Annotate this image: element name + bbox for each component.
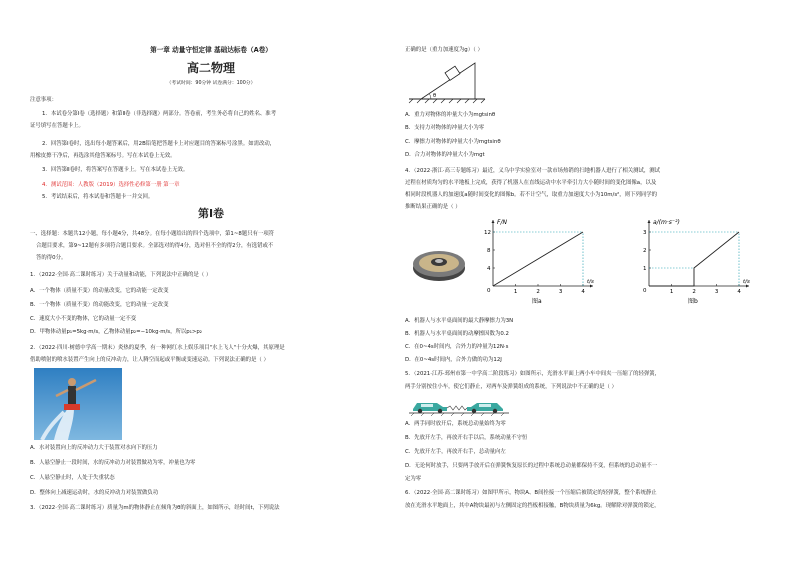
y-axis-label: F/N <box>497 219 507 226</box>
q2-option-b: B．人悬空静止一段时间，水的反冲动力对装置做功为零，冲量也为零 <box>30 460 196 466</box>
incline-figure <box>407 57 487 105</box>
chart-a <box>475 216 600 312</box>
note-line-scope <box>42 182 179 189</box>
q1-option-b: B．一个物体（质量不变）的动能改变，它的动量一定改变 <box>30 302 169 308</box>
q4-stem: 推断结果正确的是（ ） <box>405 204 461 210</box>
q3-option-b: B．支持力对物体的冲量大小为零 <box>405 125 485 131</box>
series-line <box>493 232 583 286</box>
angle-label: θ <box>433 93 437 99</box>
q3-option-a: A．重力对物体的冲量大小为mgtsinθ <box>405 112 496 118</box>
q4-option-c: C．在0~4s时间内，合外力的冲量为12N·s <box>405 344 509 350</box>
q4-option-b: B．机器人与水平桌面间的动摩擦因数为0.2 <box>405 331 509 337</box>
q4-stem: 相同时段机器人的加速度a随时间变化的图像b。若不计空气，取重力加速度大小为10m/s²，则下列同学的 <box>405 192 658 198</box>
flyboard-photo <box>34 368 122 440</box>
q4-option-d: D．在0~4s时间内，合外力做的功为12J <box>405 357 502 363</box>
note-line: 1．本试卷分第Ⅰ卷（选择题）和第Ⅱ卷（非选择题）两部分。答卷前，考生务必将自己的姓名、准考 <box>42 111 277 117</box>
note-line: 2．回答第Ⅰ卷时，选出每小题答案后，用2B铅笔把答题卡上对应题目的答案标号涂黑。如需改动， <box>42 141 276 147</box>
q1-option-c: C．速度大小不变的物体，它的动量一定不变 <box>30 316 137 322</box>
x-tick-label: 2 <box>536 289 540 295</box>
q3-stem: 3．（2022·全国·高二课时练习）质量为m的物体静止在倾角为θ的斜面上，如图所示，经时间t，下列说法 <box>30 505 280 511</box>
q1-stem: 1．（2022·全国·高二课时练习）关于动量和动能，下列说法中正确的是（ ） <box>30 272 212 278</box>
q5-option-c: C．先放开左手，再放开右手，总动量向左 <box>405 449 506 455</box>
instruction-line: 一、选择题：本题共12小题，每小题4分，共48分。在每小题给出的四个选项中，第1~8题只有一项符 <box>30 231 275 237</box>
y-tick-label: 12 <box>484 230 491 236</box>
scope-label: 4．测试范围： <box>42 182 78 188</box>
y-tick-label: 1 <box>643 266 647 272</box>
x-tick-label: 4 <box>737 289 741 295</box>
q2-stem: 2．（2022·四川·树德中学高一期末）炎热的夏季，有一种网红水上娱乐项目"水上飞人"十分火爆，其原理是 <box>30 345 285 351</box>
origin-label: 0 <box>643 288 647 294</box>
q6-stem: 6．（2022·全国·高二课时练习）如图甲所示，物块A、B间拴接一个压缩后被锁定的轻弹簧，整个系统静止 <box>405 490 657 496</box>
q4-option-a: A．机器人与水平桌面间的最大静摩擦力为3N <box>405 318 514 324</box>
instruction-line: 答的得0分。 <box>36 255 67 261</box>
scope-value: 人教版（2019）选择性必修第一册 第一章 <box>77 182 180 188</box>
q2-option-d: D．整体向上减速运动时，水的反冲动力对装置做负功 <box>30 490 159 496</box>
y-axis-arrow <box>492 220 495 223</box>
q4-stem: 4．（2022·浙江·高三专题练习）最近，义乌中学实验室对一款市场热销的扫地机器人进行了相关测试，测试 <box>405 168 661 174</box>
q2-option-c: C．人悬空静止时，人处于失重状态 <box>30 475 115 481</box>
two-cars-figure <box>409 394 509 416</box>
q5-stem: 两手分别按住小车，使它们静止，对两车及弹簧组成的系统，下列说法中不正确的是（ ） <box>405 384 617 390</box>
q3-stem-continued: 正确的是（重力加速度为g）（ ） <box>405 47 483 53</box>
chart-b <box>627 216 762 312</box>
section-title: 第Ⅰ卷 <box>197 207 225 220</box>
chart-caption: 图a <box>532 298 542 305</box>
x-tick-label: 1 <box>513 289 518 295</box>
note-line: 证号填写在答题卡上。 <box>30 123 84 129</box>
y-tick-label: 2 <box>643 248 647 254</box>
q3-option-c: C．摩擦力对物体的冲量大小为mgtsinθ <box>405 139 501 145</box>
y-axis-label: a/(m·s⁻²) <box>653 219 680 226</box>
q5-option-a: A．两手同时放开后，系统总动量始终为零 <box>405 421 506 427</box>
x-tick-label: 3 <box>558 289 563 295</box>
notes-title: 注意事项： <box>30 97 57 103</box>
note-line: 3．回答第Ⅱ卷时，将答案写在答题卡上。写在本试卷上无效。 <box>42 167 189 173</box>
q4-stem: 过程在材质均匀的水平地板上完成，获得了机器人在直线运动中水平牵引力大小随时间的变化图像a，以及 <box>405 180 657 186</box>
q5-stem: 5．（2021·江苏·邳州市第一中学高二阶段练习）如图所示，光滑水平面上两小车中间夹一压缩了的轻弹簧， <box>405 371 661 377</box>
instruction-line: 合题目要求，第9~12题有多项符合题目要求。全部选对的得4分，选对但不全的得2分，有选错或不 <box>36 243 274 249</box>
y-tick-label: 8 <box>487 248 491 254</box>
q5-option-b: B．先放开左手，再放开右手以后，系统动量不守恒 <box>405 435 528 441</box>
q5-option-d: D．无论何时放手，只要两手放开后在弹簧恢复原长的过程中系统总动量都保持不变，但系统的总动量不一 <box>405 463 658 469</box>
q5-option-d-continued: 定为零 <box>405 476 422 482</box>
q2-option-a: A．水对装置向上的反冲动力大于装置对水向下的压力 <box>30 445 158 451</box>
exam-meta: （考试时间：90分钟 试卷满分：100分） <box>166 81 256 86</box>
note-line: 5．考试结束后，将本试卷和答题卡一并交回。 <box>42 194 154 200</box>
chart-caption: 图b <box>688 298 698 305</box>
y-tick-label: 4 <box>487 266 491 272</box>
series-line <box>649 232 739 286</box>
q2-stem: 借助喷射的喷水装置产生向上的反冲动力，让人腾空而起或平衡或变速运动。下列说法正确的是（ ） <box>30 357 269 363</box>
x-tick-label: 1 <box>669 289 674 295</box>
q6-stem: 放在光滑水平地面上，其中A物块最初与左侧固定的挡板相接触，B物块质量为6kg。现解除对弹簧的锁定， <box>405 503 660 509</box>
subject-title: 高二物理 <box>186 61 235 75</box>
robot-vacuum-image <box>411 244 467 284</box>
y-tick-label: 3 <box>643 230 647 236</box>
x-tick-label: 2 <box>692 289 696 295</box>
q1-option-d: D．甲物体动量p₁=5kg·m/s，乙物体动量p₂=−10kg·m/s，所以p₁>p₂ <box>30 329 202 335</box>
q1-option-a: A．一个物体（质量不变）的动量改变，它的动能一定改变 <box>30 288 169 294</box>
x-tick-label: 4 <box>581 289 585 295</box>
note-line: 用橡皮擦干净后，再选涂其他答案标号。写在本试卷上无效。 <box>30 153 176 159</box>
chapter-heading: 第一章 动量守恒定律 基础达标卷（A卷） <box>150 46 272 54</box>
origin-label: 0 <box>487 288 491 294</box>
x-tick-label: 3 <box>714 289 719 295</box>
q3-option-d: D．合力对物体的冲量大小为mgt <box>405 152 485 158</box>
x-axis-label: t/s <box>743 279 750 285</box>
y-axis-arrow <box>648 220 651 223</box>
x-axis-label: t/s <box>587 279 594 285</box>
